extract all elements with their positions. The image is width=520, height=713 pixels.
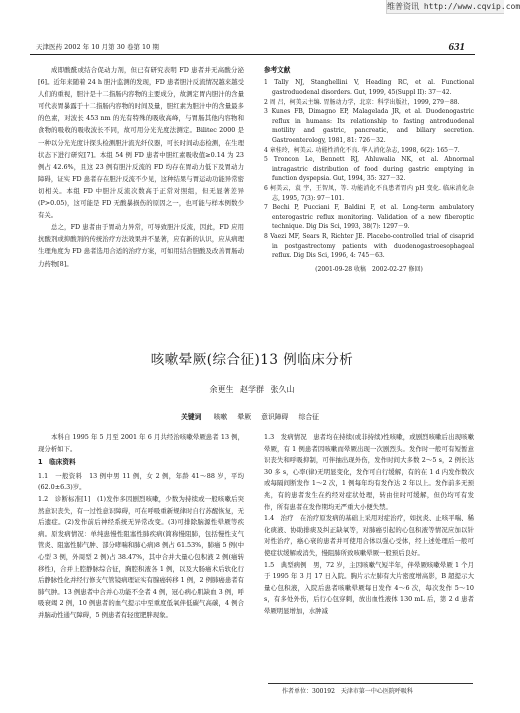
paragraph: 1.3 发病情况 患者均在持续(或非持续)性咳嗽，或剧烈咳嗽后出现咳嗽晕厥，有 1 例患者因咳嗽而晕厥出现一次剧烈头。发作时一般可有短暂意识丧失和呼吸抑制，可伴抽出现外伤，发作时间大多数 2～5 s，2 例长达 30 多 s，心率(律)无明显变化，发作可自行缓解，有的在 1 d 内发作数次或每隔间断发作 1～2 次，1 例每年均有发作达 2 年以上。发作前多无预兆，有的患者发生在约经对症状处理，转由住时可缓解，但仍均可有发作，所有患者在发作期均无严重大小便失禁。 [264, 433, 474, 511]
references-title: 参考文献 [264, 66, 291, 74]
keyword: 晕厥 [237, 413, 251, 421]
reference-item: 4 章桂玲，柯美云. 功能性消化不良. 华人消化杂志, 1998, 6(2): 165－7. [264, 146, 460, 154]
received-date: (2001-09-28 收稿 2002-02-27 修回) [315, 266, 423, 274]
keywords-line [0, 411, 504, 421]
reference-item: 5 Troncon Le, Bennett RJ, Ahluwalia NK, et al. Abnormal intragastric distribution of food during gastric emptying in function dyspepsia. Gut, 1994, 35: 327－32. [264, 156, 474, 183]
paragraph: 总之，FD 患者由于胃动力异常，可导致胆汁反流，因此，FD 应用抗酸剂或抑酸剂的传统治疗方法效果并不显著，应有新的认识，应从病理生理角度为 FD 患者选用合适的治疗方案，可如用结合胆酸及改善胃肠动力药物[8]。 [38, 223, 244, 268]
body-right-column [264, 432, 474, 618]
author-affiliation-footnote: 作者单位：300192 天津市第一中心医院呼吸科 [268, 683, 473, 695]
paragraph: 1.5 典型病例 男，72 岁，主因咳嗽气短半年，伴晕厥咳嗽晕厥 1 个月于 1995 年 3 月 17 日入院。胸片示左肺有大片密度增高影，B 超提示大量心包积液，入院后患者咳嗽晕厥每日发作 4～6 次，每次发作 5～10 s，有多处外伤，后行心包穿刺，放出血性液体 130 mL 后，第 2 d 患者晕厥明显增加，水肿减 [264, 560, 474, 615]
reference-item: 1 Tally NJ, Stanghellini V, Heading RC, et al. Functional gastroduodenal disorders. Gut, 1999, 45(Suppl II): 37－42. [264, 79, 474, 96]
paragraph: 成即酸酰或结合促动力剂，但已有研究表明 FD 患者并无高酸分泌[6]。近年来随着 24 h 胆汁监测的发现，FD 患者胆汁反流情况越来越受人们的重视，胆汁是十二指肠内容物的主要成分，故测定胃内胆汁的含量可代表胃暴露于十二指肠内容物的时间及量，胆红素为胆汁中的含量最多的色素，对波长 453 nm 的光有特殊的吸收高峰，与胃肠其他内容物和食物的吸收的吸收波长不同，故可用分光光度法测定。Bilitec 2000 是一种以分光光度计探头检测胆汁流光纤仪器，可长时间动态检测，在生理状态下进行研究[7]。本组 54 例 FD 患者中胆红素吸收值≥0.14 为 23 例占 42.6%，且这 23 例有胆汁反流的 FD 均存在胃动力低下及胃动力障碍，证实 FD 患者存在胆汁反流不少见，这种结果与胃运动功能异常密切相关。本组 FD 中胆汁反流次数高于正常对照组，但无显著差异(P>0.05)，这可能是 FD 无酸暴损伤的原因之一，也可能与样本例数少有关。 [38, 66, 244, 220]
keyword: 综合征 [298, 413, 319, 421]
running-header [30, 38, 475, 55]
journal-line: 天津医药 2002 年 10 月第 30 卷第 10 期 [36, 43, 159, 51]
keywords-label: 关键词 [181, 413, 202, 421]
reference-item: 7 Bechi P, Pucciani F, Baldini F, et al. Long-term ambulatory enterogastric reflux monitoring. Validation of a new fiberoptic technique. Dig Dis Sci, 1993, 38(7): 1297－9. [264, 204, 474, 231]
keyword: 咳嗽 [213, 413, 228, 421]
author-name: 张久山 [270, 385, 295, 394]
watermark-banner: 维普资讯 http://www.cqvip.com [386, 0, 504, 14]
section-heading: 1 临床资料 [38, 458, 76, 467]
paragraph: 1.4 治疗 在治疗原发病的基础上采用对症治疗，如抗炎、止咳平喘、稀化痰液、协助排痰及纠正缺氧等，对肺癌引起的心包积液等情况应加以针对性治疗，癌心衰的患者并可使用合体以强心受体，经上述处理后一般可使症状缓解或消失，慢阻肺所致咳嗽晕厥一般预后良好。 [264, 514, 474, 557]
body-left-column [38, 432, 244, 622]
paragraph: 1.1 一般资料 13 例中男 11 例，女 2 例，年龄 41～88 岁，平均(62.0±6.3)岁。 [38, 471, 244, 492]
author-name: 余更生 [209, 385, 234, 394]
reference-item: 2 周 吕，柯美云主编. 胃肠动力学，北京：科学出版社，1999, 279－88. [264, 98, 460, 106]
reference-item: 8 Vaezi MF, Sears R, Richter JE. Placebo-controlled trial of cisaprid in postgastrectomy patients with duodenogastroesophageal reflux. Dig Dis Sci, 1996, 4: 745－63. [264, 233, 474, 260]
author-line [0, 384, 504, 395]
prev-article-text [38, 64, 244, 270]
article-title: 咳嗽晕厥(综合征)13 例临床分析 [150, 352, 354, 368]
reference-item: 6 柯美云，袁 宇，王智凤，等. 功能消化不良患者胃内 pH 变化. 临床消化杂志, 1995, 7(3): 97－101. [264, 185, 474, 202]
keyword: 意识障碍 [261, 413, 289, 421]
reference-item: 3 Kunes FB, Dimagno EP, Malagelada JR, et al. Duodenogastric reflux in humans: Its relationship to fasting antroduodenal motility and gastric, pancreatic, and biliary secretion. Gastroenterology, 1981, 81: 726－32. [264, 108, 474, 144]
intro-paragraph: 本科自 1995 年 5 月至 2001 年 6 月共经治咳嗽晕厥患者 13 例，现分析如下。 [38, 433, 244, 453]
author-name: 赵学群 [240, 385, 264, 394]
page-number: 631 [448, 41, 465, 53]
references-block [264, 64, 474, 277]
paragraph: 1.2 诊断标准[1] (1)发作多因剧烈咳嗽，少数为持续或一般咳嗽后突然意识丧失，有一过性意识障碍，可在呼吸重新规律时自行苏醒恢复，无后遗症。(2)发作前后神经系统无异常改变。(3)可排除脑源性晕厥等疾病。原发病情况：单纯患慢性阻塞性肺疾病(简称慢阻肺，包括慢性支气管炎、阻塞性肺气肿、部分哮喘和肺心病)8 例占 61.53%，肺癌 5 例(中心型 3 例，外周型 2 例)占 38.47%，其中合并大量心包积液 2 例(癌转移性)，合并上腔静脉综合征，胸腔积液各 1 例，以及大肠癌术后软化行后静脉性化并经行修支气管镜病理证实有腺癌转移 1 例，2 例肺癌患者有肺气肿。13 例患者中合并心功能不全者 4 例，冠心病心肌缺血 3 例，呼吸衰竭 2 例，10 例患者的血气提示中至重度低氧伴低碳气高碳，4 例合并脑动性通气障碍，5 例患者有轻度肥胖现象。 [38, 494, 244, 619]
